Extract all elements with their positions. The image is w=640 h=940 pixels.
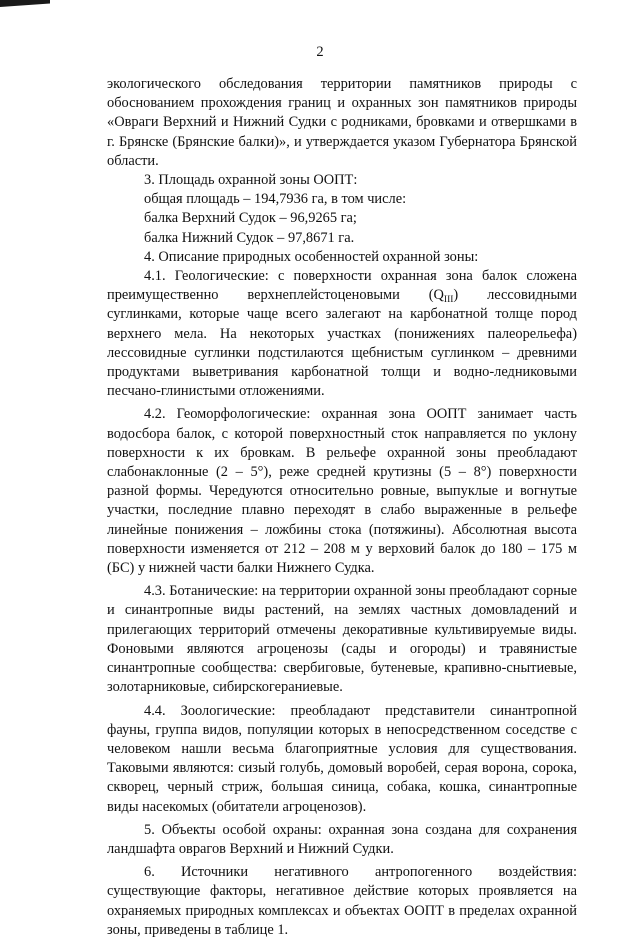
- geological-text-start: 4.1. Геологические: с поверхности охранная зона балок сложена преимущественно верхнеплейстоценовыми (Q: [107, 268, 577, 304]
- features-heading: 4. Описание природных особенностей охранной зоны:: [144, 248, 479, 265]
- document-body: [107, 75, 577, 940]
- sources-paragraph: 6. Источники негативного антропогенного воздействия: существующие факторы, негативное действие которых проявляется на охраняемых природных комплексах и объектах ООПТ в пределах охранной зоны, приведены в таблице 1.: [107, 864, 577, 938]
- geological-paragraph: [107, 267, 577, 401]
- botanical-paragraph: 4.3. Ботанические: на территории охранной зоны преобладают сорные и синантропные виды растений, на землях частных домовладений и прилегающих территорий отмечены декоративные культивируемые виды. Фоновыми являются агроценозы (сады и огороды) и травянистые синантропные сообщества: свербиговые, бутеневые, крапивно-снытиевые, золотарниковые, сибирскогераниевые.: [107, 583, 577, 696]
- geological-text-end: ) лессовидными суглинками, которые чаще всего залегают на карбонатной толще пород верхнего мела. На некоторых участках (понижениях палеорельефа) лессовидные суглинки подстилаются щебнистым суглинком – древними продуктами выветривания карбонатной толщи и водно-ледниковыми песчано-глинистыми отложениями.: [107, 287, 577, 400]
- area-upper: балка Верхний Судок – 96,9265 га;: [144, 210, 357, 227]
- zoological-paragraph: 4.4. Зоологические: преобладают представители синантропной фауны, группа видов, популяции которых в непосредственном соседстве с человеком нашли весьма благоприятные условия для существования. Таковыми являются: сизый голубь, домовый воробей, серая ворона, сорока, скворец, черный стриж, большая синица, собака, кошка, синантропные виды насекомых (обитатели агроценозов).: [107, 702, 577, 815]
- geomorphological-paragraph: 4.2. Геоморфологические: охранная зона ООПТ занимает часть водосбора балок, с которой поверхностный сток направляется по уклону поверхности к их бровкам. В рельефе охранной зоны преобладают слабонаклонные (2 – 5°), реже средней крутизны (5 – 8°) поверхности разной формы. Чередуются относительно ровные, выпуклые и вогнутые участки, последние плавно переходят в слабо выраженные в рельефе линейные понижения – ложбины стока (потяжины). Абсолютная высота поверхности изменяется от 212 – 208 м у верховий балок до 180 – 175 м (БС) у нижней части балки Нижнего Судка.: [107, 406, 577, 577]
- intro-paragraph: экологического обследования территории памятников природы с обоснованием прохождения границ и охранных зон памятников природы «Овраги Верхний и Нижний Судки с родниками, бровками и отвершками в г. Брянске (Брянские балки)», и утверждается указом Губернатора Брянской области.: [107, 76, 577, 169]
- geological-subscript: III: [443, 295, 454, 306]
- page-number: 2: [316, 44, 324, 60]
- area-total: общая площадь – 194,7936 га, в том числе:: [144, 191, 407, 208]
- area-heading: 3. Площадь охранной зоны ООПТ:: [144, 172, 358, 189]
- objects-paragraph: 5. Объекты особой охраны: охранная зона создана для сохранения ландшафта оврагов Верхний и Нижний Судки.: [107, 821, 577, 857]
- area-lower: балка Нижний Судок – 97,8671 га.: [144, 229, 355, 246]
- scan-artifact: [0, 0, 50, 7]
